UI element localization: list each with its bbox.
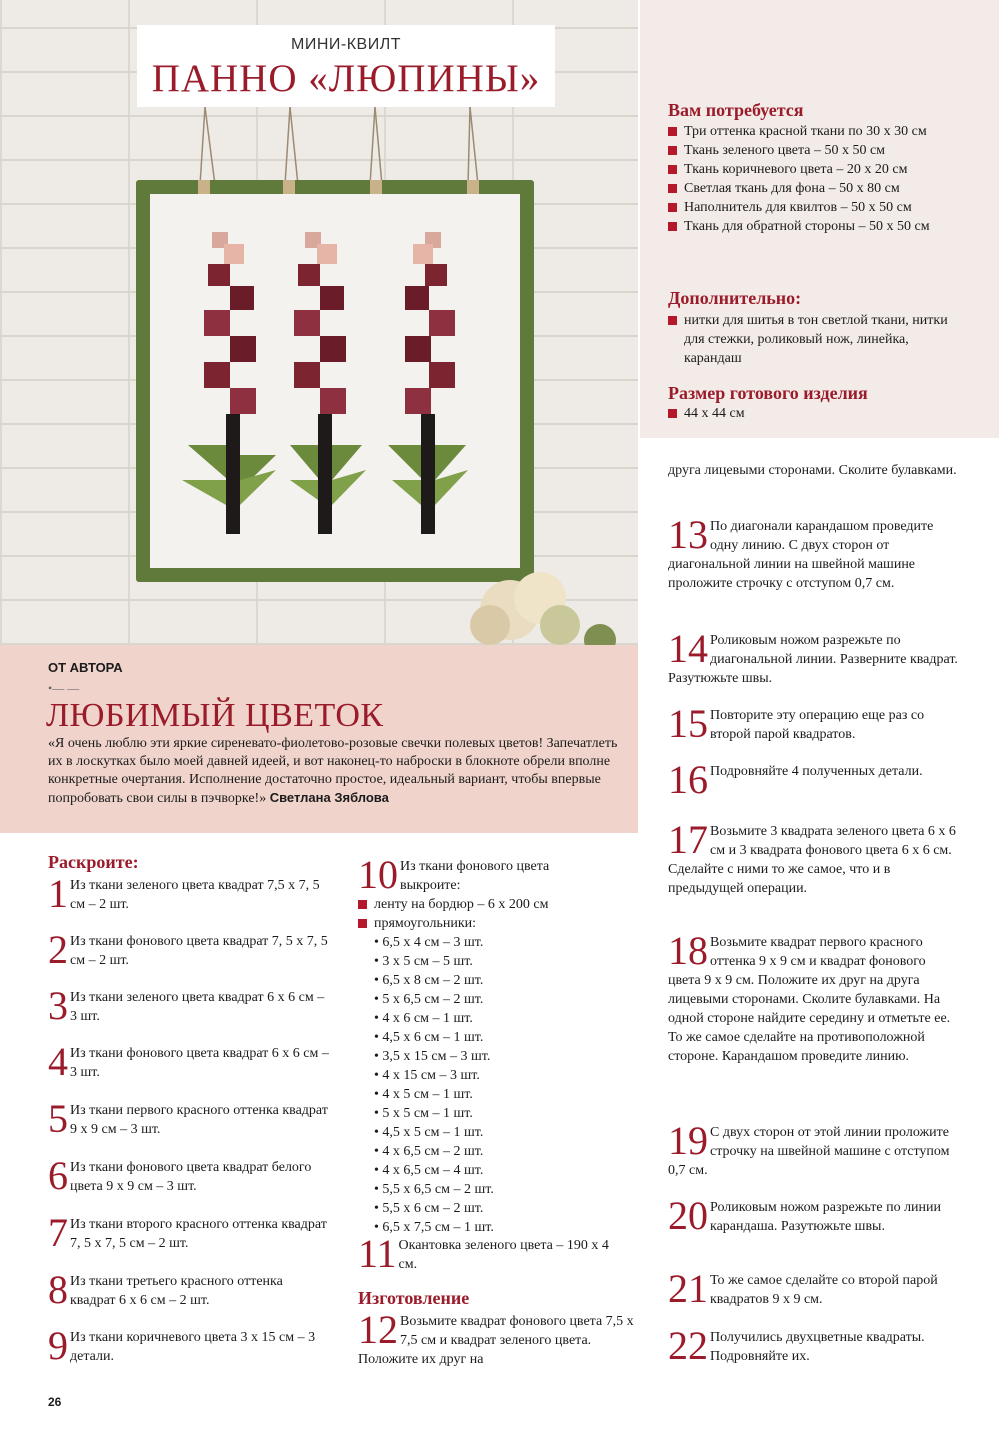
step-text: Из ткани зеленого цвета квадрат 7,5 х 7, 5 см – 2 шт. bbox=[70, 878, 320, 912]
step-number: 3 bbox=[48, 983, 68, 1028]
step-text: Из ткани третьего красного оттенка квадрат 6 х 6 см – 2 шт. bbox=[70, 1274, 283, 1308]
page-kicker: МИНИ-КВИЛТ bbox=[291, 36, 401, 53]
extra-item: нитки для шитья в тон светлой ткани, нитки для стежки, роликовый нож, линейка, карандаш bbox=[668, 311, 958, 368]
step bbox=[48, 983, 330, 1028]
author-title: ЛЮБИМЫЙ ЦВЕТОК bbox=[46, 697, 384, 734]
step bbox=[48, 871, 330, 916]
hydrangea-flowers bbox=[470, 572, 616, 645]
step-11 bbox=[358, 1231, 618, 1276]
step bbox=[48, 1323, 330, 1368]
rectangle-item: • 4 х 6,5 см – 4 шт. bbox=[374, 1161, 608, 1180]
step bbox=[668, 1266, 958, 1311]
step bbox=[668, 757, 958, 802]
rectangles-list bbox=[358, 933, 608, 1237]
step-text: Роликовым ножом разрежьте по линии карандаша. Разутюжьте швы. bbox=[710, 1200, 942, 1234]
step-12 bbox=[358, 1307, 638, 1369]
step-text: Из ткани зеленого цвета квадрат 6 х 6 см – 3 шт. bbox=[70, 990, 325, 1024]
step-number: 22 bbox=[668, 1323, 708, 1368]
step bbox=[668, 1118, 958, 1180]
rectangle-item: • 5,5 х 6 см – 2 шт. bbox=[374, 1199, 608, 1218]
step-text: Получились двухцветные квадраты. Подровняйте их. bbox=[710, 1330, 925, 1364]
step bbox=[668, 512, 958, 593]
step-number: 16 bbox=[668, 757, 708, 802]
author-tag: ОТ АВТОРА bbox=[48, 660, 123, 675]
step-text: По диагонали карандашом проведите одну линию. С двух сторон от диагональной линии на швейной машине проложите строчку с отступом 0,7 см. bbox=[668, 519, 934, 591]
material-item: Ткань для обратной стороны – 50 х 50 см bbox=[668, 217, 958, 236]
extra-heading: Дополнительно: bbox=[668, 288, 802, 308]
step-text: Окантовка зеленого цвета – 190 х 4 см. bbox=[398, 1238, 609, 1272]
step-number: 10 bbox=[358, 852, 398, 897]
rectangle-item: • 5 х 5 см – 1 шт. bbox=[374, 1104, 608, 1123]
step bbox=[48, 1267, 330, 1312]
step-number: 18 bbox=[668, 928, 708, 973]
border-strip-item: ленту на бордюр – 6 х 200 см bbox=[358, 895, 608, 914]
author-block bbox=[0, 645, 638, 833]
step-text: Роликовым ножом разрежьте по диагональной линии. Разверните квадрат. Разутюжьте швы. bbox=[668, 633, 958, 686]
size-list bbox=[668, 404, 958, 423]
step-10 bbox=[358, 852, 598, 897]
cut-heading: Раскроите: bbox=[48, 852, 139, 872]
step-text: Из ткани фонового цвета выкроите: bbox=[400, 859, 550, 893]
quilt-photo bbox=[0, 0, 638, 645]
rectangle-item: • 4,5 х 6 см – 1 шт. bbox=[374, 1028, 608, 1047]
step-number: 5 bbox=[48, 1096, 68, 1141]
step-number: 8 bbox=[48, 1267, 68, 1312]
step-text: Возьмите 3 квадрата зеленого цвета 6 х 6 см и 3 квадрата фонового цвета 6 х 6 см. Сделайте с ними то же самое, что и в предыдущей операции. bbox=[668, 824, 956, 896]
rectangle-item: • 3,5 х 15 см – 3 шт. bbox=[374, 1047, 608, 1066]
rectangle-item: • 6,5 х 4 см – 3 шт. bbox=[374, 933, 608, 952]
step bbox=[668, 626, 958, 688]
step-number: 19 bbox=[668, 1118, 708, 1163]
author-dash: •— — bbox=[48, 681, 80, 695]
material-item: Ткань коричневого цвета – 20 х 20 см bbox=[668, 160, 958, 179]
rectangle-item: • 5,5 х 6,5 см – 2 шт. bbox=[374, 1180, 608, 1199]
step-text: Подровняйте 4 полученных детали. bbox=[710, 764, 923, 779]
step-text: Из ткани фонового цвета квадрат белого цвета 9 х 9 см – 3 шт. bbox=[70, 1160, 312, 1194]
step-text: Возьмите квадрат фонового цвета 7,5 х 7,5 см и квадрат зеленого цвета. Положите их друг на bbox=[358, 1314, 634, 1367]
step-text: То же самое сделайте со второй парой квадратов 9 х 9 см. bbox=[710, 1273, 938, 1307]
rectangle-item: • 4 х 6,5 см – 2 шт. bbox=[374, 1142, 608, 1161]
rectangle-item: • 6,5 х 8 см – 2 шт. bbox=[374, 971, 608, 990]
step-text: Из ткани фонового цвета квадрат 6 х 6 см – 3 шт. bbox=[70, 1046, 329, 1080]
material-item: Три оттенка красной ткани по 30 х 30 см bbox=[668, 122, 958, 141]
make-heading: Изготовление bbox=[358, 1288, 470, 1308]
step bbox=[48, 1153, 330, 1198]
materials-heading: Вам потребуется bbox=[668, 100, 804, 120]
step-number: 13 bbox=[668, 512, 708, 557]
step-number: 14 bbox=[668, 626, 708, 671]
step-number: 20 bbox=[668, 1193, 708, 1238]
materials-sidebar bbox=[640, 0, 999, 438]
step-number: 12 bbox=[358, 1307, 398, 1352]
title-box bbox=[137, 25, 555, 107]
step-number: 7 bbox=[48, 1210, 68, 1255]
extra-list bbox=[668, 311, 958, 368]
step-number: 4 bbox=[48, 1039, 68, 1084]
step bbox=[48, 1096, 330, 1141]
author-quote-text: «Я очень люблю эти яркие сиреневато-фиолетово-розовые свечки полевых цветов! Запечатлеть их в лоскутках было моей давней идеей, и вот наконец-то наброски в блокноте обрели вполне конкретные очертания. Исполнение достаточно простое, идеальный вариант, чтобы впервые попробовать свои силы в пэчворке!» bbox=[48, 736, 618, 806]
step-text: Из ткани первого красного оттенка квадрат 9 х 9 см – 3 шт. bbox=[70, 1103, 328, 1137]
step-text: Возьмите квадрат первого красного оттенка 9 х 9 см и квадрат фонового цвета 9 х 9 см. Положите их друг на друга лицевыми сторонами. Сколите булавками. На одной стороне найдите середину и отметьте ее. То же самое сделайте на противоположной стороне. Карандашом проведите линию. bbox=[668, 935, 951, 1064]
author-quote bbox=[48, 735, 618, 808]
step-number: 21 bbox=[668, 1266, 708, 1311]
rectangle-item: • 6,5 х 7,5 см – 1 шт. bbox=[374, 1218, 608, 1237]
page-title: ПАННО «ЛЮПИНЫ» bbox=[151, 57, 541, 100]
material-item: Светлая ткань для фона – 50 х 80 см bbox=[668, 179, 958, 198]
material-item: Ткань зеленого цвета – 50 х 50 см bbox=[668, 141, 958, 160]
step-number: 9 bbox=[48, 1323, 68, 1368]
rectangle-item: • 5 х 6,5 см – 2 шт. bbox=[374, 990, 608, 1009]
step bbox=[668, 1323, 958, 1368]
step bbox=[668, 817, 958, 898]
step-text: Из ткани второго красного оттенка квадрат 7, 5 х 7, 5 см – 2 шт. bbox=[70, 1217, 327, 1251]
rectangle-item: • 4 х 6 см – 1 шт. bbox=[374, 1009, 608, 1028]
step bbox=[668, 1193, 958, 1238]
rectangle-item: • 4 х 15 см – 3 шт. bbox=[374, 1066, 608, 1085]
step-number: 17 bbox=[668, 817, 708, 862]
step-number: 11 bbox=[358, 1231, 397, 1276]
step bbox=[48, 1039, 330, 1084]
step-12-continued: друга лицевыми сторонами. Сколите булавками. bbox=[668, 463, 957, 478]
rectangles-item: прямоугольники: bbox=[358, 914, 608, 933]
step bbox=[48, 927, 330, 972]
step-text: Повторите эту операцию еще раз со второй парой квадратов. bbox=[710, 708, 925, 742]
step-number: 6 bbox=[48, 1153, 68, 1198]
size-item: 44 х 44 см bbox=[668, 404, 958, 423]
rectangle-item: • 4 х 5 см – 1 шт. bbox=[374, 1085, 608, 1104]
size-heading: Размер готового изделия bbox=[668, 383, 868, 403]
rectangle-item: • 3 х 5 см – 5 шт. bbox=[374, 952, 608, 971]
step-10-bullets bbox=[358, 895, 608, 933]
step-number: 1 bbox=[48, 871, 68, 916]
step-text: Из ткани фонового цвета квадрат 7, 5 х 7, 5 см – 2 шт. bbox=[70, 934, 328, 968]
material-item: Наполнитель для квилтов – 50 х 50 см bbox=[668, 198, 958, 217]
step bbox=[668, 928, 958, 1066]
materials-list bbox=[668, 122, 958, 236]
rectangle-item: • 4,5 х 5 см – 1 шт. bbox=[374, 1123, 608, 1142]
step-number: 15 bbox=[668, 701, 708, 746]
step-number: 2 bbox=[48, 927, 68, 972]
step bbox=[48, 1210, 330, 1255]
step-text: С двух сторон от этой линии проложите строчку на швейной машине с отступом 0,7 см. bbox=[668, 1125, 950, 1178]
author-signature: Светлана Зяблова bbox=[269, 790, 389, 805]
page-number: 26 bbox=[48, 1395, 62, 1409]
step-text: Из ткани коричневого цвета 3 х 15 см – 3 детали. bbox=[70, 1330, 316, 1364]
step bbox=[668, 701, 958, 746]
